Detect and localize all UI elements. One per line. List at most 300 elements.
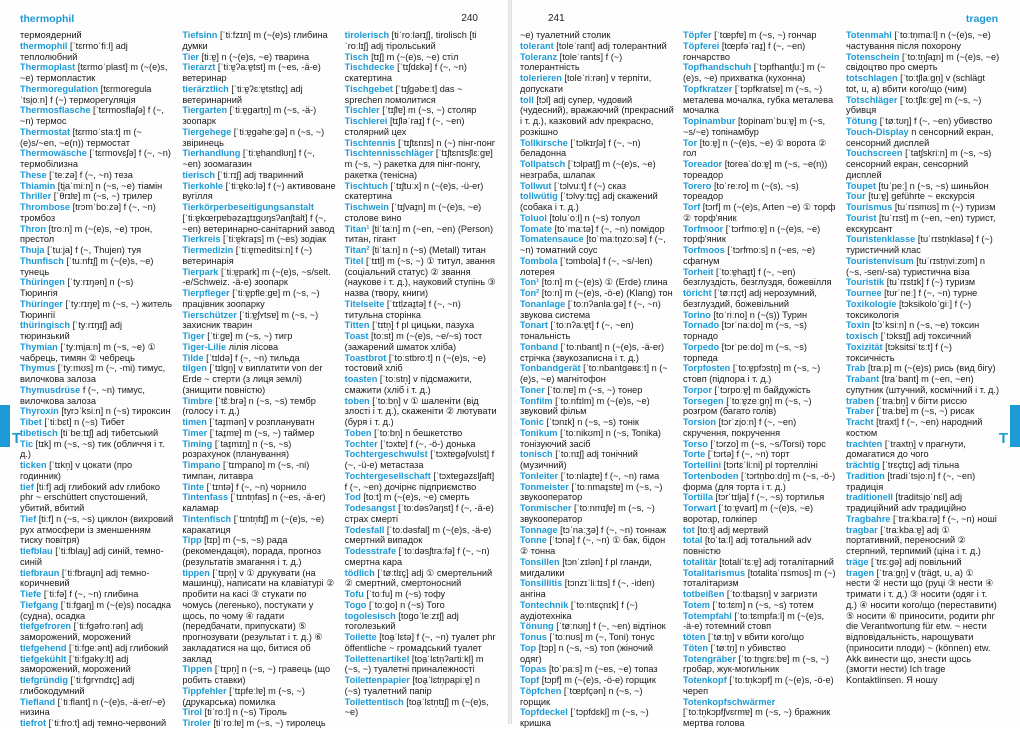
dictionary-entry <box>683 503 837 525</box>
entry-definition: [ˈtɔxtɐɡəzɛlʃaft] f (~, ~en) дочірнє підприємство <box>344 470 495 492</box>
entry-headword: tief <box>20 481 34 492</box>
entry-definition: [ˈtoːnɐ] m (~s, ~) тонер <box>547 384 643 395</box>
entry-definition: [ˈtøːtlɪç] adj ① смертельний ② смертний, смертоносний <box>344 567 493 589</box>
dictionary-entry <box>520 621 674 632</box>
entry-definition: [ˈtɛrmoˈfiːl] adj теплолюбний <box>20 40 128 62</box>
entry-headword: toasten <box>344 374 378 384</box>
dictionary-entry <box>846 514 1000 525</box>
entry-definition: [ˈtɛ̃ːbrə] n (~s, ~s) тембр (голосу і т. д.) <box>182 395 316 417</box>
entry-headword: Tollwut <box>520 180 552 191</box>
entry-definition: [ˈtraːkbaːrə] f (~, ~n) ноші <box>892 513 997 524</box>
dictionary-entry <box>20 256 173 278</box>
entry-definition: [tiˈtaːn] m (~en, ~en) (Person) титан, гігант <box>344 223 494 245</box>
entry-definition: [ˈtɔrpoːɐ̯] m байдужість <box>714 384 811 395</box>
entry-definition: [ˈtɪntə] f (~, ~n) чорнило <box>206 481 307 492</box>
dictionary-entry <box>345 224 498 246</box>
entry-definition: [tɔnzɪˈliːtɪs] f (~, -iden) ангіна <box>520 578 655 599</box>
entry-definition: [ˈtoːnfɪlm] m (~(e)s, ~e) звуковий фільм <box>520 395 650 417</box>
entry-headword: Tilde <box>182 352 204 363</box>
entry-definition: [toˈtaːl] adj тотальний adv повністю <box>683 535 812 556</box>
dictionary-entry <box>683 417 837 439</box>
entry-definition: [ˈtoːfu] m (~s) тофу <box>366 589 446 599</box>
dictionary-entry <box>846 52 1000 74</box>
entry-definition: [tɪʃləˈraɪ̯] f (~, ~en) столярний цех <box>344 116 465 137</box>
dictionary-entry <box>846 525 1000 557</box>
dictionary-entry <box>520 471 674 482</box>
entry-headword: tierisch <box>182 169 216 180</box>
entry-headword: Tiergarten <box>182 105 228 116</box>
entry-headword: Torheit <box>683 266 714 277</box>
entry-definition: [ˈtɪʃlɐ] m (~s, ~) столяр <box>382 105 477 116</box>
entry-headword: tiefgefroren <box>20 621 72 632</box>
entry-definition: [ˈtɔpfdɛkl̩] m (~s, ~) кришка <box>520 707 649 728</box>
entry-headword: Tiger <box>182 331 205 341</box>
dictionary-entry <box>345 181 498 203</box>
entry-headword: Tonband <box>520 341 559 352</box>
entry-headword: Tradition <box>846 470 885 481</box>
entry-headword: totalitär <box>683 556 717 567</box>
entry-definition: [ˈtoːnbant] n (~(e)s, -ä-er) стрічка (звукозаписна і т. д.) <box>520 341 665 363</box>
dictionary-entry <box>20 191 173 202</box>
entry-headword: tippen <box>182 567 210 578</box>
dictionary-entry <box>20 30 173 41</box>
entry-definition: [ˈtoːnmɪʃɐ] m (~s, ~) звукооператор <box>520 503 655 524</box>
dictionary-entry <box>20 245 173 256</box>
entry-headword: Tierpfleger <box>182 288 230 298</box>
entry-definition: [trɔmˈboːzə] f (~, ~n) тромбоз <box>20 202 156 223</box>
entry-headword: Tierschützer <box>182 309 237 320</box>
entry-definition: [ˈtoːnbantɡəʁɛːt] n (~(e)s, ~e) магнітофон <box>520 363 668 384</box>
entry-headword: Timpano <box>182 460 221 470</box>
entry-definition: [tɔl] adj супер, чудовий (чудесний), вражаючий (прекрасний і т. д.), казковий adv прекрасно, розкішно <box>520 94 674 137</box>
dictionary-entry <box>345 675 498 697</box>
dictionary-entry <box>520 224 674 235</box>
dictionary-entry <box>520 525 674 536</box>
entry-headword: Tintenfass <box>182 492 229 503</box>
entry-headword: Toner <box>520 384 545 395</box>
entry-definition: [ˈtoːbn̩] v ① шаленіти (від злості і т. д.), скаженіти ② лютувати (буря і т. д.) <box>344 395 497 427</box>
dictionary-entry <box>182 52 335 63</box>
entry-headword: Tischgebet <box>344 83 393 94</box>
entry-definition: [ˈteːzə] f (~, ~n) теза <box>49 169 133 180</box>
entry-headword: Tollkirsche <box>520 137 568 148</box>
dictionary-entry <box>182 267 335 289</box>
dictionary-entry <box>20 181 173 192</box>
dictionary-entry <box>520 256 674 278</box>
dictionary-entry <box>520 632 674 643</box>
entry-headword: Tönung <box>520 621 554 632</box>
dictionary-entry <box>20 514 173 546</box>
dictionary-entry <box>182 428 335 439</box>
dictionary-entry <box>20 62 173 84</box>
entry-headword: Torte <box>683 449 706 460</box>
dictionary-entry <box>345 245 498 256</box>
entry-definition: [ˈtiːɐ̯ɡartn̩] m (~s, -ä-) зоопарк <box>182 105 317 126</box>
entry-headword: Titan² <box>344 245 370 255</box>
entry-headword: traben <box>846 395 875 406</box>
dictionary-entry <box>345 52 498 63</box>
entry-headword: Tischtennisschläger <box>344 148 434 159</box>
entry-headword: ticken <box>20 460 47 470</box>
entry-definition: [ˈtaɪ̯mən] v розплануватн <box>209 417 315 427</box>
entry-definition: [ˈtrɛçtɪç] adj тільна <box>882 460 960 470</box>
dictionary-entry <box>846 213 1000 235</box>
entry-headword: tollwütig <box>520 191 558 202</box>
entry-headword: Tiefland <box>20 696 56 707</box>
dictionary-entry <box>182 84 335 106</box>
entry-definition: [ˈtɔpfhantʃuː] m (~(e)s, ~e) прихватка (кухонна) <box>683 62 826 83</box>
dictionary-entry <box>345 84 498 106</box>
column <box>846 30 1000 720</box>
entry-definition: [tɔrf] m (~(e)s, Arten ~e) ① торф ② торф'яник <box>683 202 836 223</box>
entry-headword: Timbre <box>182 395 213 406</box>
entry-definition: [ˈtoːdəsfal] m (~(e)s, -ä-e) смертний випадок <box>344 524 492 546</box>
entry-definition: [tʊrˈneː] f (~, ~n) турне <box>884 288 978 298</box>
entry-headword: Thermoplast <box>20 62 76 73</box>
entry-definition: [traːp] m (~(e)s) рись (вид бігу) <box>867 363 996 374</box>
dictionary-entry <box>20 299 173 321</box>
dictionary-entry <box>182 331 335 342</box>
entry-definition: [ˈtœpfçən] n (~s, ~) горщик <box>520 685 643 707</box>
entry-headword: Tonleiter <box>520 470 559 481</box>
entry-definition: [toˈmaːtn̩zoːsə] f (~, ~n) томатний соус <box>520 234 666 255</box>
entry-headword: totschlagen <box>846 73 898 83</box>
dictionary-entry <box>683 396 837 418</box>
entry-headword: Thermoregulation <box>20 83 99 94</box>
dictionary-entry <box>20 342 173 364</box>
entry-headword: Thermostat <box>20 126 71 137</box>
entry-definition: [ˈtɔrtn̩boːdn̩] m (~s, -ö-) форма (для торта і т. д.) <box>683 470 836 492</box>
entry-headword: Tiger-Lilie <box>182 341 227 352</box>
page-number: 240 <box>461 13 478 24</box>
dictionary-entry <box>345 331 498 353</box>
dictionary-entry <box>520 482 674 504</box>
dictionary-entry <box>683 41 837 63</box>
entry-definition: [tɔrˈnaːdo] m (~s, ~s) торнадо <box>683 320 807 341</box>
entry-headword: Tischdecke <box>344 62 395 73</box>
entry-headword: Top <box>520 642 537 653</box>
entry-definition: [tiˈbeːtɪʃ] adj тибетський <box>60 427 159 438</box>
entry-headword: Torf <box>683 202 701 212</box>
dictionary-entry <box>345 320 498 331</box>
dictionary-entry <box>182 62 335 84</box>
entry-headword: Totempfahl <box>683 610 732 621</box>
entry-headword: tiefgekühlt <box>20 653 67 664</box>
dictionary-entry <box>345 105 498 116</box>
dictionary-entry <box>520 396 674 418</box>
dictionary-entry <box>345 492 498 503</box>
entry-definition: [ˈtoːdəsʃtraːfə] f (~, ~n) смертна кара <box>344 546 490 567</box>
entry-headword: Thermosflasche <box>20 105 91 116</box>
entry-definition: [tɛrmoˈstaːt] m (~(e)s/~en, ~e(n)) термостат <box>20 126 142 148</box>
dictionary-entry <box>345 428 498 439</box>
entry-headword: Tourismus <box>846 202 893 212</box>
dictionary-entry <box>182 310 335 332</box>
dictionary-entry <box>683 224 837 246</box>
column-group <box>20 30 498 728</box>
dictionary-entry <box>846 256 1000 278</box>
dictionary-entry <box>846 417 1000 439</box>
entry-definition: [toːn] m (~(e)s) ① (Erde) глина <box>541 277 668 288</box>
dictionary-entry <box>683 492 837 503</box>
entry-definition: [ˈtoːɐ̯vart] m (~(e)s, ~e) воротар, голкіпер <box>683 503 814 524</box>
entry-definition: [ˈtiːɐ̯handlʊŋ] f (~, ~en) зоомагазин <box>182 148 315 169</box>
entry-headword: thermophil <box>20 40 68 51</box>
dictionary-entry <box>182 363 335 395</box>
dictionary-entry <box>846 191 1000 202</box>
dictionary-entry <box>20 675 173 697</box>
entry-definition: [tiːf] n (~s, ~s) циклон (вихровий рух атмосфери із зменшенням тиску повітря) <box>20 513 174 546</box>
entry-definition: [tɔrˈtɪlja] f (~, ~s) тортилья <box>715 492 825 503</box>
dictionary-entry <box>182 707 335 718</box>
entry-headword: tot <box>683 524 695 535</box>
dictionary-entry <box>182 482 335 493</box>
entry-definition: [ˈtøːtn̩] n убивство <box>710 642 786 653</box>
dictionary-entry <box>683 267 837 289</box>
dictionary-entry <box>20 482 173 514</box>
entry-headword: Tonanlage <box>520 298 566 309</box>
entry-definition: [ˈtoːnmaɪ̯stɐ] m (~s, ~) звукооператор <box>520 481 663 503</box>
dictionary-entry <box>683 320 837 342</box>
entry-definition: [traditsi̯oˈnɛl] adj традиційний adv традиційно <box>846 492 967 513</box>
entry-headword: Tod <box>344 492 361 503</box>
entry-definition: [ˈtɔnə] f (~, ~n) ① бак, бідон ② тонна <box>520 535 666 556</box>
dictionary-entry <box>520 299 674 321</box>
entry-definition: [ˈtɔrtə] f (~, ~n) торт <box>707 449 790 460</box>
entry-headword: Topfhandschuh <box>683 62 752 73</box>
entry-definition: [ˈtiːfə] f (~, ~n) глибина <box>43 589 139 599</box>
dictionary-entry <box>846 396 1000 407</box>
entry-definition: [toleˈriːrən] v терпіти, допускати <box>520 73 652 94</box>
dictionary-entry <box>182 718 335 729</box>
dictionary-entry <box>182 148 335 170</box>
dictionary-entry <box>182 170 335 181</box>
entry-definition: [ˈtiːfbrau̯n] adj темно-коричневий <box>20 567 150 589</box>
dictionary-entry <box>345 148 498 180</box>
entry-definition: [ˈtɪʃtɛnɪsʃlɛːɡɐ] m (~s, ~) ракетка для пінг-понгу, ракетка (тенісна) <box>344 148 493 180</box>
entry-headword: tiefgründig <box>20 675 68 685</box>
entry-definition: [ˈtɔnɪk] n (~s, ~s) тонік <box>546 417 639 427</box>
right-page <box>512 0 1020 728</box>
entry-definition: [tiˈroːlərɪʃ], tirolisch [tiˈroːlɪʃ] adj тірольський <box>344 30 477 51</box>
entry-headword: Torero <box>683 180 712 191</box>
entry-definition: [ˈtɪldə] f (~, ~n) тильда <box>206 352 300 363</box>
entry-headword: Tourist <box>846 212 877 223</box>
dictionary-entry <box>683 245 837 267</box>
entry-definition: [toɡoˈleːzɪʃ] adj тоголезький <box>344 610 459 632</box>
dictionary-entry <box>846 460 1000 471</box>
dictionary-entry <box>683 288 837 310</box>
entry-headword: Trabant <box>846 374 880 384</box>
entry-headword: Torpor <box>683 384 712 395</box>
entry-headword: tragbar <box>846 524 878 535</box>
entry-headword: Thüringer <box>20 298 63 309</box>
entry-headword: Tinte <box>182 481 205 492</box>
entry-headword: Topas <box>520 664 547 675</box>
entry-definition: [ˈtoːtɛmpfaːl] m (~(e)s, -ä-e) тотемний стовп <box>683 610 825 632</box>
dictionary-entry <box>520 288 674 299</box>
dictionary-entry <box>846 320 1000 331</box>
dictionary-entry <box>683 654 837 676</box>
entry-definition: [toˈpaːs] m (~es, ~e) топаз <box>548 664 658 675</box>
entry-headword: Tonsillitis <box>520 578 563 589</box>
entry-definition: [ˈtraxtn̩] v прагнути, домагатися до чого <box>846 438 966 460</box>
entry-headword: Timing <box>182 438 213 449</box>
entry-headword: Tiefe <box>20 589 42 599</box>
dictionary-entry <box>345 611 498 633</box>
dictionary-entry <box>345 353 498 375</box>
entry-headword: Tomate <box>520 223 552 234</box>
dictionary-entry <box>182 686 335 708</box>
entry-definition: [tiˈtaːn] n (~s) (Metall) титан <box>372 245 486 255</box>
dictionary-entry <box>683 697 837 729</box>
entry-headword: Tirol <box>182 707 203 718</box>
entry-definition: [ˈtiːɡɐ] m (~s, ~) тигр <box>207 331 293 341</box>
dictionary-entry <box>846 557 1000 568</box>
entry-definition: [tiːɐ̯] n (~(e)s, ~e) тварина <box>201 51 310 62</box>
dictionary-entry <box>182 342 335 353</box>
entry-headword: Thriller <box>20 191 52 202</box>
dictionary-entry <box>683 600 837 611</box>
entry-definition: [toa̯ˈlɛtə] f (~, ~n) туалет phr öffentliche ~ громадський туалет <box>344 632 496 653</box>
dictionary-entry <box>20 439 173 461</box>
entry-headword: Tontechnik <box>520 599 569 610</box>
entry-definition: [ˈtiːrɪʃ] adj тваринний <box>217 169 304 180</box>
entry-definition: [tuːɐ̯] geführte ~ екскурсія <box>868 191 975 202</box>
thumb-index-letter: T <box>998 430 1008 447</box>
entry-definition: [toːt] adj мертвий <box>697 524 769 535</box>
entry-headword: Thymus <box>20 363 56 374</box>
entry-headword: Tierhandlung <box>182 148 241 159</box>
dictionary-entry <box>182 202 335 234</box>
dictionary-entry <box>20 224 173 246</box>
dictionary-entry <box>20 546 173 568</box>
entry-definition: [tɔpf] m (~(e)s, -ö-e) горщик <box>541 675 656 685</box>
entry-definition: [ˈtuːja] f (~, Thujen) туя <box>47 245 142 255</box>
entry-headword: Timer <box>182 427 208 438</box>
entry-headword: Tragbahre <box>846 513 891 524</box>
column <box>520 30 674 728</box>
entry-definition: [tyrɔˈksiːn] n (~s) тироксин <box>61 406 171 417</box>
entry-headword: Thrombose <box>20 202 71 212</box>
entry-definition: [ˈtaɪ̯mɐ] m (~s, ~) таймер <box>209 427 315 438</box>
entry-headword: Tibet <box>20 417 42 427</box>
entry-headword: Tierarzt <box>182 62 216 73</box>
entry-headword: tirolerisch <box>344 30 390 40</box>
entry-definition: [ˈtɪʃtɛnɪs] n (~) пінг-понг <box>398 137 496 148</box>
entry-headword: Tomatensauce <box>520 234 584 245</box>
entry-definition: [totaliˈtɛːɐ̯] adj тоталітарний <box>719 556 834 567</box>
entry-headword: Tracht <box>846 417 874 427</box>
entry-headword: Tiefsinn <box>182 30 218 40</box>
entry-definition: [ˈtoːtɛm] n (~s, ~s) тотем <box>712 599 814 610</box>
entry-headword: Todesfall <box>344 524 385 535</box>
entry-headword: toben <box>344 395 370 406</box>
dictionary-entry <box>520 503 674 525</box>
entry-definition: [tɔksikoloˈɡiː] f (~) токсикологія <box>846 298 972 320</box>
entry-definition: [ˈtɪtl̩] m (~s, ~) ① титул, звання (соціальний статус) ② звання (наукове і т. д.), науковий ступінь ③ назва (твору, книги) <box>344 255 496 298</box>
dictionary-entry <box>683 62 837 84</box>
entry-headword: Ton² <box>520 288 540 298</box>
entry-headword: töten <box>683 632 706 642</box>
dictionary-entry <box>846 492 1000 514</box>
entry-definition: [ˈtiːfblau̯] adj синій, темно-синій <box>20 546 164 567</box>
entry-headword: Tief <box>20 513 37 524</box>
entry-definition: [ˈtiːɐ̯ʃʏtsɐ] m (~s, ~) захисник тварин <box>182 309 319 331</box>
entry-headword: Tippfehler <box>182 685 227 696</box>
dictionary-entry <box>20 654 173 676</box>
dictionary-entry <box>520 600 674 622</box>
entry-headword: Touristik <box>846 277 885 288</box>
entry-headword: Tischtennis <box>344 137 396 148</box>
entry-headword: Tortilla <box>683 492 713 503</box>
entry-headword: Töpferei <box>683 40 720 51</box>
entry-definition: [ˈtɔlvyːtɪç] adj скажений (собака і т. д.) <box>520 191 658 212</box>
dictionary-entry <box>20 277 173 299</box>
entry-definition: [ˈtraːɡn̩] v (trägt, u, a) ① нести ② нести що (руці ③ нести ④ тримати і т. д.) ③ носити (одяг і т. д.) ④ носити кого/що (переставити) ⑤ носити ⑥ приносити, родити phr die Verantwortung für etw. ~ нести відповідальність, нарощувати (приносити плоди) ~ (können) etw. Akk винести що, знести щось (змогти нести) Ich trage Kontaktlinsen. Я ношу <box>846 567 997 685</box>
dictionary-entry <box>345 546 498 568</box>
entry-definition: [ˈtɪpn̩] v ① друкувати (на машинці), написати на клавіатурі ② пробити на касі ③ стукати по чомусь (легенько), постукати у щось, по чому ④ гадати (передбачати, припускати) ⑤ прогнозувати (результат і т. д.) ⑥ закладатися на що, битися об заклад <box>182 567 335 664</box>
entry-headword: Tochter <box>344 438 378 449</box>
entry-definition: [ˈtiːflant] n (~(e)s, -ä-er/~e) низина <box>20 696 166 718</box>
entry-headword: Toreador <box>683 159 723 169</box>
entry-definition: [toˈreːro] m (~(s), ~s) тореадор <box>683 180 799 202</box>
entry-headword: Touchscreen <box>846 148 903 159</box>
dictionary-entry <box>520 385 674 396</box>
entry-definition: [ˈtoːtn̩kɔpf] m (~(e)s, -ö-e) череп <box>683 675 834 696</box>
entry-definition: [ˈtiːɐ̯pfleːɡɐ] m (~s, ~) працівник зоопарку <box>182 288 320 309</box>
entry-definition: [tɔˈksiːn] n (~s, ~e) токсин <box>872 320 980 331</box>
entry-definition: [ˈtøːrɪçt] adj нерозумний, безглуздий, божевільний <box>683 288 817 309</box>
entry-definition: [ˈtɪlɡn̩] v виплатити von der Erde ~ стерти (з лиця землі) (знищити повністю) <box>182 363 323 395</box>
entry-definition: [toˈriːno] n (~(s)) Турин <box>713 309 808 320</box>
entry-definition: [ˈtɪʃɡəbeːt] das ~ sprechen помолитися <box>344 83 463 105</box>
entry-definition: [ˈtoːtn̩kɔpfʃvɛrmɐ] m (~s, ~) бражник мертва голова <box>683 707 831 728</box>
entry-headword: trächtig <box>846 460 880 470</box>
dictionary-entry <box>182 234 335 245</box>
dictionary-entry <box>846 277 1000 288</box>
entry-headword: Torsegen <box>683 395 724 406</box>
entry-definition: [ˈtoːnʊs] m (~, Toni) тонус <box>549 632 655 642</box>
dictionary-entry <box>683 363 837 385</box>
entry-definition: [troːn] m (~(e)s, ~e) трон, престол <box>20 223 153 245</box>
entry-definition: [tɔp] n (~s, ~s) топ (жіночий одяг) <box>520 642 654 664</box>
entry-definition: [ˈtoːnlaɪ̯tɐ] f (~, ~n) гама <box>560 470 660 481</box>
dictionary-entry <box>846 30 1000 52</box>
dictionary-entry <box>20 600 173 622</box>
dictionary-entry <box>345 600 498 611</box>
entry-headword: Tierkreis <box>182 234 221 245</box>
entry-definition: [tiˈroːlɐ] m (~s, ~) тиролець <box>213 718 326 728</box>
entry-headword: toll <box>520 94 534 105</box>
entry-definition: [toːɐ̯] n (~(e)s, ~e) ① ворота ② гол <box>683 137 827 159</box>
entry-headword: Titan¹ <box>344 223 370 234</box>
entry-headword: Totenkopf <box>683 675 727 685</box>
entry-definition: [tɛrmoreɡulaˈtsi̯oːn] f (~) терморегуляція <box>20 83 152 105</box>
entry-definition: [ˈtɛrmosflaʃə] f (~, ~n) термос <box>20 105 164 126</box>
dictionary-entry <box>846 363 1000 374</box>
dictionary-entry <box>520 686 674 708</box>
entry-definition: [ˈtraːbɐ] m (~s, ~) рисак <box>876 406 975 417</box>
entry-headword: These <box>20 169 47 180</box>
entry-headword: Toupet <box>846 180 876 191</box>
entry-definition: [tuˈrɪstn̩viːzʊm] n (~s, -sen/-sa) туристична віза <box>846 255 986 277</box>
entry-definition: [tɔˈnaːʒə] f (~, ~n) тоннаж <box>560 524 667 535</box>
entry-headword: Todesstrafe <box>344 546 397 556</box>
dictionary-entry <box>683 632 837 643</box>
entry-headword: Traber <box>846 406 875 417</box>
entry-definition: [ˈtɔrfmoːs] n (~es, ~e) сфагнум <box>683 245 816 266</box>
